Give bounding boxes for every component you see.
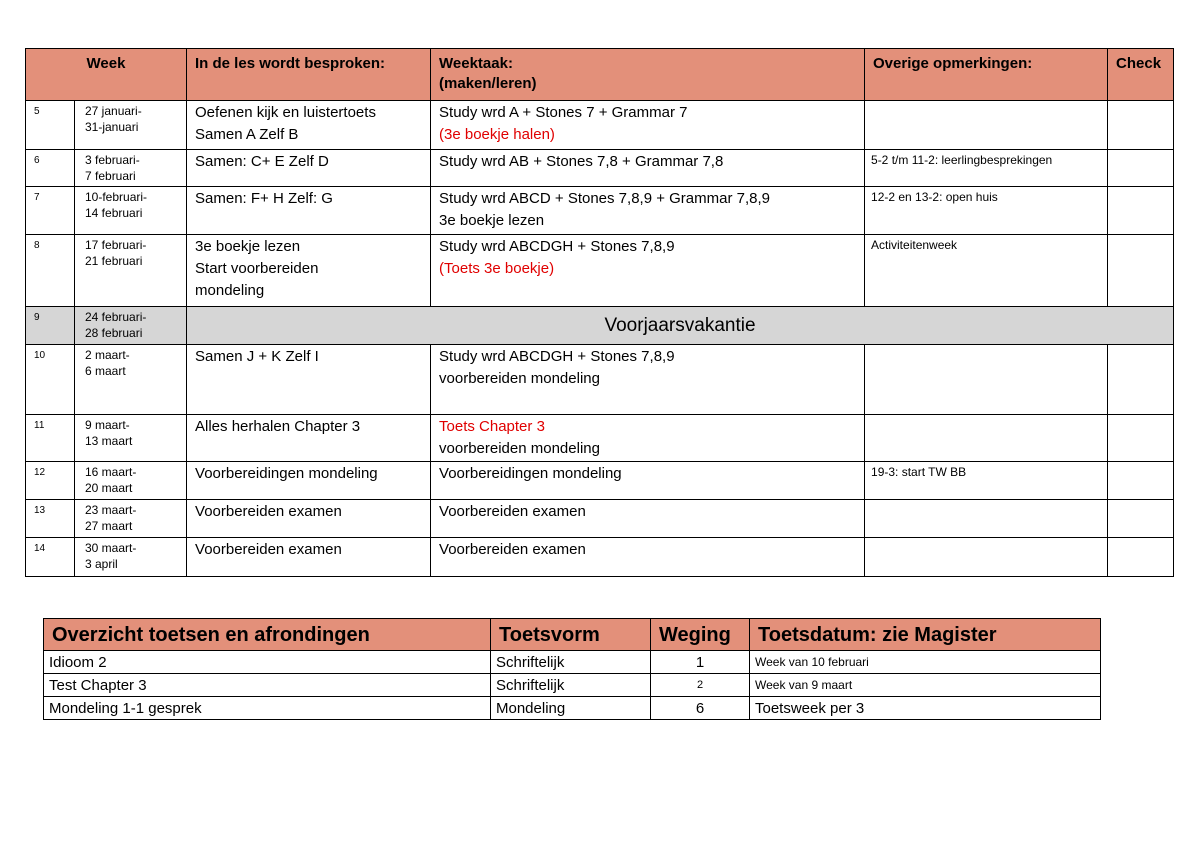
date-start: 24 februari- [85, 310, 147, 324]
date-end: 7 februari [85, 169, 136, 183]
table-row [26, 150, 1174, 187]
header-lesson: In de les wordt besproken: [187, 49, 431, 101]
task-line: Study wrd A + Stones 7 + Grammar 7 [439, 104, 688, 121]
week-number: 7 [26, 187, 75, 235]
header-task-line2: (maken/leren) [439, 75, 537, 92]
table-row [26, 462, 1174, 500]
week-number: 10 [26, 345, 75, 415]
week-dates [75, 462, 187, 500]
header-task-line1: Weektaak: [439, 55, 513, 72]
table-row [26, 235, 1174, 307]
table-row [26, 101, 1174, 150]
date-end: 28 februari [85, 326, 143, 340]
check-cell [1108, 150, 1174, 187]
lesson-line: Samen A Zelf B [195, 126, 299, 143]
week-number: 14 [26, 538, 75, 577]
lesson-cell [187, 415, 431, 462]
check-cell [1108, 500, 1174, 538]
lesson-line: Samen: C+ E Zelf D [195, 153, 329, 170]
date-end: 21 februari [85, 254, 143, 268]
test-date: Toetsweek per 3 [750, 697, 1101, 720]
week-dates [75, 415, 187, 462]
overview-row [44, 697, 1101, 720]
date-start: 17 februari- [85, 238, 147, 252]
task-line: Study wrd ABCDGH + Stones 7,8,9 [439, 238, 675, 255]
check-cell [1108, 101, 1174, 150]
lesson-cell [187, 187, 431, 235]
lesson-line: Voorbereidingen mondeling [195, 465, 378, 482]
test-name: Test Chapter 3 [44, 674, 491, 697]
task-cell [431, 538, 865, 577]
overview-title: Overzicht toetsen en afrondingen [44, 619, 491, 651]
lesson-line: Samen J + K Zelf I [195, 348, 319, 365]
table-row [26, 500, 1174, 538]
header-check: Check [1108, 49, 1174, 101]
remark-cell: 19-3: start TW BB [865, 462, 1108, 500]
date-end: 20 maart [85, 481, 133, 495]
planning-header-row [26, 49, 1174, 101]
remark-cell [865, 538, 1108, 577]
week-dates [75, 150, 187, 187]
lesson-line: 3e boekje lezen [195, 238, 301, 255]
week-dates [75, 307, 187, 345]
lesson-cell [187, 462, 431, 500]
week-number: 6 [26, 150, 75, 187]
date-end: 13 maart [85, 434, 133, 448]
task-line: Study wrd ABCD + Stones 7,8,9 + Grammar 7,8,9 [439, 190, 771, 207]
date-start: 30 maart- [85, 541, 137, 555]
lesson-cell [187, 150, 431, 187]
task-line: Voorbereidingen mondeling [439, 465, 622, 482]
table-row [26, 415, 1174, 462]
overview-header-row [44, 619, 1101, 651]
remark-cell: Activiteitenweek [865, 235, 1108, 307]
week-dates [75, 101, 187, 150]
vacation-label: Voorjaarsvakantie [187, 307, 1174, 345]
date-start: 9 maart- [85, 418, 130, 432]
test-name: Mondeling 1-1 gesprek [44, 697, 491, 720]
lesson-cell [187, 538, 431, 577]
overview-header-date: Toetsdatum: zie Magister [750, 619, 1101, 651]
task-cell [431, 235, 865, 307]
date-end: 6 maart [85, 364, 126, 378]
date-end: 27 maart [85, 519, 133, 533]
task-cell [431, 345, 865, 415]
week-dates [75, 345, 187, 415]
task-line: Voorbereiden examen [439, 541, 586, 558]
test-weight: 6 [651, 697, 750, 720]
date-start: 27 januari- [85, 104, 142, 118]
test-date: Week van 10 februari [750, 651, 1101, 674]
header-remarks: Overige opmerkingen: [865, 49, 1108, 101]
week-number: 5 [26, 101, 75, 150]
lesson-line: Start voorbereiden [195, 260, 319, 277]
overview-header-weight: Weging [651, 619, 750, 651]
week-dates [75, 235, 187, 307]
week-number: 9 [26, 307, 75, 345]
vacation-row [26, 307, 1174, 345]
lesson-cell [187, 235, 431, 307]
check-cell [1108, 345, 1174, 415]
date-start: 2 maart- [85, 348, 130, 362]
week-dates [75, 538, 187, 577]
check-cell [1108, 187, 1174, 235]
remark-cell [865, 500, 1108, 538]
lesson-line: Samen: F+ H Zelf: G [195, 190, 333, 207]
task-cell [431, 500, 865, 538]
task-cell [431, 415, 865, 462]
overview-table [43, 618, 1101, 720]
task-line: voorbereiden mondeling [439, 440, 600, 457]
table-row [26, 345, 1174, 415]
check-cell [1108, 462, 1174, 500]
lesson-cell [187, 500, 431, 538]
date-end: 3 april [85, 557, 118, 571]
date-end: 31-januari [85, 120, 139, 134]
date-start: 3 februari- [85, 153, 140, 167]
lesson-line: Voorbereiden examen [195, 503, 342, 520]
date-start: 16 maart- [85, 465, 137, 479]
test-name: Idioom 2 [44, 651, 491, 674]
lesson-cell [187, 101, 431, 150]
week-dates [75, 500, 187, 538]
date-start: 10-februari- [85, 190, 148, 204]
remark-cell: 12-2 en 13-2: open huis [865, 187, 1108, 235]
test-date: Week van 9 maart [750, 674, 1101, 697]
task-cell [431, 150, 865, 187]
lesson-line: mondeling [195, 282, 265, 299]
remark-cell [865, 415, 1108, 462]
remark-cell: 5-2 t/m 11-2: leerlingbesprekingen [865, 150, 1108, 187]
lesson-cell [187, 345, 431, 415]
task-line: Study wrd AB + Stones 7,8 + Grammar 7,8 [439, 153, 724, 170]
lesson-line: Oefenen kijk en luistertoets [195, 104, 376, 121]
task-cell [431, 101, 865, 150]
remark-cell [865, 101, 1108, 150]
task-line: 3e boekje lezen [439, 212, 545, 229]
header-week: Week [26, 49, 187, 101]
overview-header-form: Toetsvorm [491, 619, 651, 651]
lesson-line: Alles herhalen Chapter 3 [195, 418, 361, 435]
task-line: voorbereiden mondeling [439, 370, 600, 387]
overview-row [44, 674, 1101, 697]
week-dates [75, 187, 187, 235]
week-number: 11 [26, 415, 75, 462]
check-cell [1108, 235, 1174, 307]
table-row [26, 187, 1174, 235]
planning-table [25, 48, 1174, 577]
check-cell [1108, 538, 1174, 577]
test-form: Schriftelijk [491, 651, 651, 674]
task-cell [431, 462, 865, 500]
remark-cell [865, 345, 1108, 415]
lesson-line: Voorbereiden examen [195, 541, 342, 558]
date-end: 14 februari [85, 206, 143, 220]
week-number: 8 [26, 235, 75, 307]
task-line-highlight: (Toets 3e boekje) [439, 260, 555, 277]
task-cell [431, 187, 865, 235]
task-line-highlight: (3e boekje halen) [439, 126, 555, 143]
table-row [26, 538, 1174, 577]
check-cell [1108, 415, 1174, 462]
week-number: 13 [26, 500, 75, 538]
test-form: Mondeling [491, 697, 651, 720]
task-line: Voorbereiden examen [439, 503, 586, 520]
test-form: Schriftelijk [491, 674, 651, 697]
task-line: Study wrd ABCDGH + Stones 7,8,9 [439, 348, 675, 365]
date-start: 23 maart- [85, 503, 137, 517]
header-task [431, 49, 865, 101]
overview-row [44, 651, 1101, 674]
week-number: 12 [26, 462, 75, 500]
test-weight: 2 [651, 674, 750, 697]
test-weight: 1 [651, 651, 750, 674]
task-line-highlight: Toets Chapter 3 [439, 418, 545, 435]
